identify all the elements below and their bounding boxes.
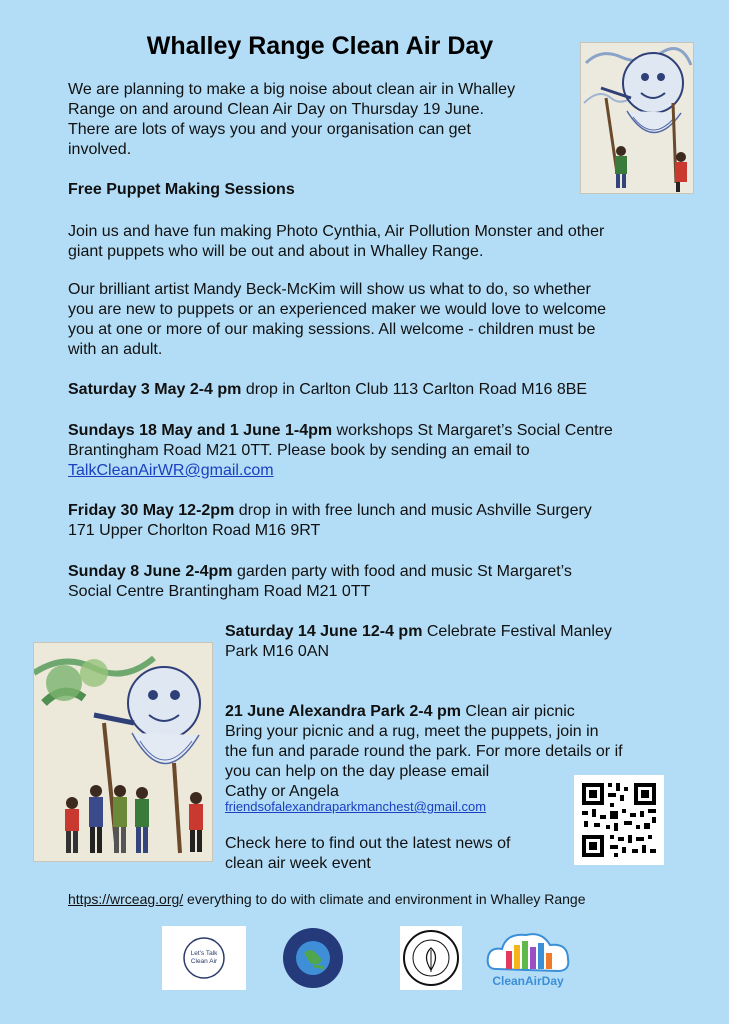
- puppet-paragraph: [68, 222, 604, 262]
- email-link-friends-alexandra-park[interactable]: friendsofalexandraparkmanchest@gmail.com: [225, 799, 487, 814]
- puppet-illustration-bottom: [33, 642, 213, 862]
- event-details-line: Park M16 0AN: [225, 643, 330, 660]
- page-title: Whalley Range Clean Air Day: [146, 32, 494, 60]
- artist-paragraph: [68, 280, 606, 360]
- event-details-line: Cathy or Angela: [225, 783, 339, 800]
- logo-text-line: Let's Talk: [190, 950, 218, 957]
- event-details: drop in with free lunch and music Ashville Surgery: [234, 502, 592, 519]
- clean-air-day-logo: [482, 926, 574, 990]
- footer-text: everything to do with climate and environment in Whalley Range: [183, 891, 586, 907]
- event-details: Clean air picnic: [460, 703, 575, 720]
- check-here-paragraph: [225, 834, 511, 874]
- event-date: Saturday 3 May 2-4 pm: [68, 381, 242, 398]
- paragraph-line: Our brilliant artist Mandy Beck-McKim will show us what to do, so whether: [68, 281, 591, 298]
- logo-text-line: Clean Air: [190, 958, 218, 965]
- event-details-line: Social Centre Brantingham Road M21 0TT: [68, 583, 371, 600]
- intro-line: There are lots of ways you and your organisation can get: [68, 121, 471, 138]
- event-details: drop in Carlton Club 113 Carlton Road M16 8BE: [241, 381, 588, 398]
- event-date: Saturday 14 June 12-4 pm: [225, 623, 423, 640]
- puppet-illustration-top: [580, 42, 694, 194]
- paragraph-line: giant puppets who will be out and about in Whalley Range.: [68, 243, 484, 260]
- friends-of-alexandra-park-logo: [400, 926, 462, 990]
- whalley-range-climate-action-group-logo: [278, 926, 348, 990]
- intro-line: involved.: [68, 141, 132, 158]
- event-friday-30-may: [68, 501, 592, 541]
- paragraph-line: you are new to puppets or an experienced maker we would love to welcome: [68, 301, 607, 318]
- event-date: 21 June Alexandra Park 2-4 pm: [225, 703, 461, 720]
- email-link-talkcleanair[interactable]: TalkCleanAirWR@gmail.com: [68, 462, 274, 479]
- event-date: Sunday 8 June 2-4pm: [68, 563, 233, 580]
- logo-text: CleanAirDay: [492, 974, 564, 988]
- event-date: Friday 30 May 12-2pm: [68, 502, 235, 519]
- event-details-line: Brantingham Road M21 0TT. Please book by sending an email to: [68, 442, 530, 459]
- event-sunday-8-june: [68, 562, 572, 602]
- section-heading: Free Puppet Making Sessions: [68, 181, 295, 198]
- event-details: Celebrate Festival Manley: [422, 623, 612, 640]
- event-sundays-18-may: [68, 421, 613, 481]
- event-date: Sundays 18 May and 1 June 1-4pm: [68, 422, 333, 439]
- event-details-line: 171 Upper Chorlton Road M16 9RT: [68, 522, 321, 539]
- website-link[interactable]: https://wrceag.org/: [68, 891, 184, 907]
- qr-code[interactable]: [574, 775, 664, 865]
- event-details-line: the fun and parade round the park. For more details or if: [225, 743, 623, 760]
- event-21-june-alexandra-park: [225, 702, 623, 802]
- paragraph-line: Join us and have fun making Photo Cynthia, Air Pollution Monster and other: [68, 223, 605, 240]
- paragraph-line: with an adult.: [68, 341, 163, 358]
- event-saturday-3-may: [68, 380, 587, 400]
- intro-line: Range on and around Clean Air Day on Thursday 19 June.: [68, 101, 484, 118]
- intro-line: We are planning to make a big noise about clean air in Whalley: [68, 81, 516, 98]
- footer-line: [68, 889, 586, 909]
- event-saturday-14-june: [225, 622, 612, 662]
- paragraph-line: you at one or more of our making sessions. All welcome - children must be: [68, 321, 596, 338]
- event-details-line: Bring your picnic and a rug, meet the puppets, join in: [225, 723, 599, 740]
- lets-talk-clean-air-logo: [162, 926, 246, 990]
- paragraph-line: Check here to find out the latest news of: [225, 835, 511, 852]
- event-details-line: you can help on the day please email: [225, 763, 490, 780]
- paragraph-line: clean air week event: [225, 855, 371, 872]
- event-details: workshops St Margaret’s Social Centre: [332, 422, 613, 439]
- intro-paragraph: [68, 80, 515, 160]
- event-details: garden party with food and music St Margaret’s: [232, 563, 572, 580]
